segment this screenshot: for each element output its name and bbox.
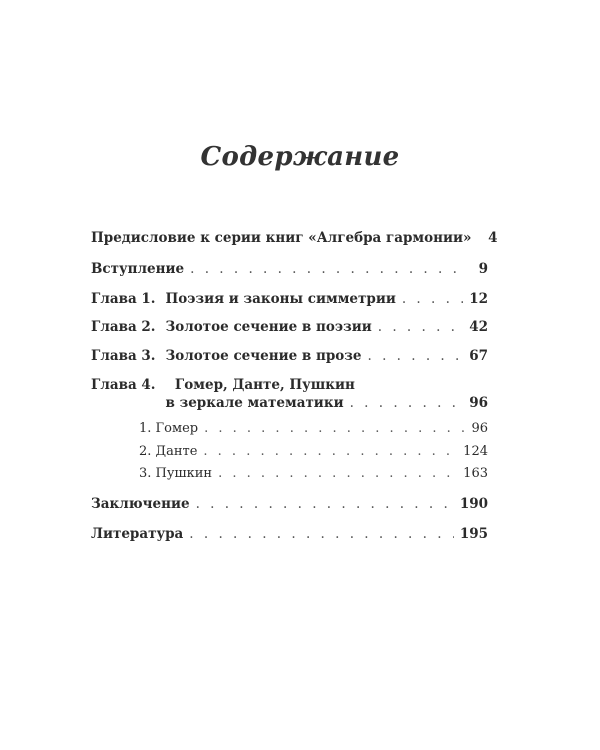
toc-entry-label: Золотое сечение в поэзии: [165, 319, 372, 335]
toc-entry-preface[interactable]: [91, 229, 498, 247]
toc-entry-label: Литература: [91, 526, 184, 542]
toc-page-number: 96: [471, 421, 488, 436]
toc-subentry-homer[interactable]: [139, 420, 488, 438]
toc-page-number: 195: [459, 526, 488, 542]
toc-entry-label: Золотое сечение в прозе: [165, 348, 362, 364]
leader-dots: [402, 290, 463, 308]
toc-entry-label: Вступление: [91, 261, 185, 277]
toc-entry-literature[interactable]: [91, 525, 488, 543]
leader-dots: [203, 443, 457, 461]
toc-entry-chapter-4-heading[interactable]: [91, 376, 488, 394]
toc-page-number: 67: [469, 348, 488, 364]
page-title: Содержание: [200, 142, 400, 172]
chapter-number: Глава 1.: [91, 291, 156, 307]
toc-subentry-label: 2. Данте: [139, 444, 198, 459]
toc-page-number: 163: [463, 466, 488, 481]
toc-entry-chapter-1[interactable]: [91, 290, 488, 308]
leader-dots: [189, 525, 454, 543]
toc-page-number: 12: [469, 291, 488, 307]
leader-dots: [350, 394, 464, 412]
toc-subentry-pushkin[interactable]: [139, 465, 488, 483]
toc-page-number: 124: [463, 444, 488, 459]
toc-page-number: 42: [469, 319, 488, 335]
toc-page-number: 4: [488, 230, 498, 246]
toc-entry-chapter-2[interactable]: [91, 318, 488, 336]
leader-dots: [190, 260, 468, 278]
toc-entry-label: Предисловие к серии книг «Алгебра гармонии»: [91, 230, 472, 246]
toc-subentry-label: 3. Пушкин: [139, 466, 213, 481]
chapter-number: Глава 2.: [91, 319, 156, 335]
leader-dots: [378, 318, 463, 336]
leader-dots: [218, 465, 457, 483]
leader-dots: [196, 495, 454, 513]
toc-page-number: 190: [459, 496, 488, 512]
leader-dots: [368, 347, 464, 365]
toc-subentry-label: 1. Гомер: [139, 421, 199, 436]
toc-entry-label: Поэзия и законы симметрии: [165, 291, 396, 307]
toc-entry-chapter-3[interactable]: [91, 347, 488, 365]
chapter-number: Глава 3.: [91, 348, 156, 364]
toc-page-number: 96: [469, 395, 488, 411]
toc-page-number: 9: [478, 261, 488, 277]
toc-subentry-dante[interactable]: [139, 443, 488, 461]
toc-entry-label: Заключение: [91, 496, 190, 512]
toc-entry-chapter-4[interactable]: [91, 394, 488, 412]
toc-entry-conclusion[interactable]: [91, 495, 488, 513]
toc-entry-label-continued: в зеркале математики: [165, 395, 344, 411]
leader-dots: [204, 420, 465, 438]
toc-entry-introduction[interactable]: [91, 260, 488, 278]
chapter-number: Глава 4.: [91, 377, 156, 393]
toc-entry-label: Гомер, Данте, Пушкин: [174, 377, 355, 393]
